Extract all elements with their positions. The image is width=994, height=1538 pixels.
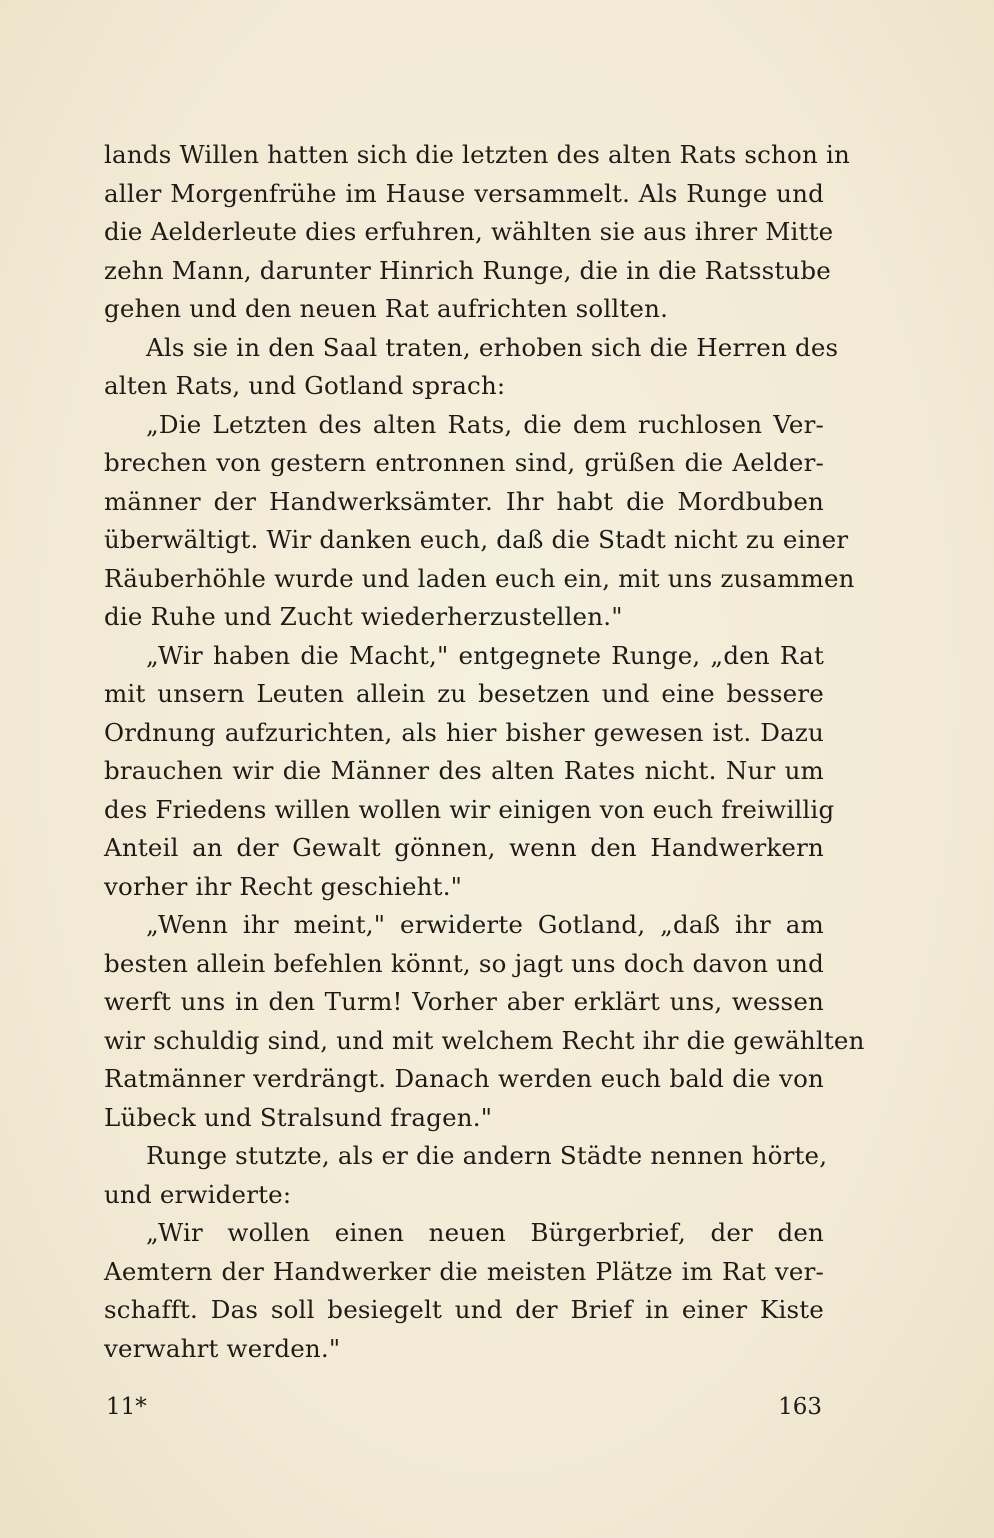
text-line: überwältigt. Wir danken euch, daß die Stadt nicht zu einer	[104, 525, 849, 554]
text-line: „Wir wollen einen neuen Bürgerbrief, der den	[146, 1218, 824, 1247]
text-line: brechen von gestern entronnen sind, grüßen die Aelder-	[104, 448, 824, 477]
text-line: die Ruhe und Zucht wiederherzustellen."	[104, 602, 623, 631]
text-line: „Wenn ihr meint," erwiderte Gotland, „daß ihr am	[146, 910, 824, 939]
text-line: und erwiderte:	[104, 1179, 292, 1209]
text-line: vorher ihr Recht geschieht."	[104, 871, 463, 901]
page-number: 163	[778, 1394, 822, 1420]
text-line: zehn Mann, darunter Hinrich Runge, die in die Ratsstube	[104, 255, 831, 285]
text-line: die Aelderleute dies erfuhren, wählten sie aus ihrer Mitte	[104, 217, 834, 246]
text-line: aller Morgenfrühe im Hause versammelt. Als Runge und	[104, 178, 824, 208]
text-line: Anteil an der Gewalt gönnen, wenn den Handwerkern	[104, 833, 824, 862]
text-line: werft uns in den Turm! Vorher aber erklärt uns, wessen	[104, 987, 824, 1016]
text-line: Räuberhöhle wurde und laden euch ein, mit uns zusammen	[104, 563, 855, 593]
text-line: besten allein befehlen könnt, so jagt uns doch davon und	[104, 948, 825, 978]
text-line: schafft. Das soll besiegelt und der Brief in einer Kiste	[104, 1295, 824, 1324]
text-line: alten Rats, und Gotland sprach:	[104, 371, 506, 400]
text-line: lands Willen hatten sich die letzten des alten Rats schon in	[104, 140, 850, 169]
text-line: wir schuldig sind, und mit welchem Recht ihr die gewählten	[104, 1025, 865, 1055]
text-line: Lübeck und Stralsund fragen."	[104, 1102, 493, 1132]
text-line: mit unsern Leuten allein zu besetzen und eine bessere	[104, 679, 824, 708]
text-line: brauchen wir die Männer des alten Rates nicht. Nur um	[104, 756, 824, 785]
text-line: des Friedens willen wollen wir einigen von euch freiwillig	[104, 794, 835, 824]
text-line: verwahrt werden."	[104, 1333, 341, 1363]
text-line: „Die Letzten des alten Rats, die dem ruchlosen Ver-	[146, 409, 824, 439]
text-line: gehen und den neuen Rat aufrichten sollten.	[104, 294, 669, 323]
body-text	[104, 136, 865, 1368]
text-line: Ordnung aufzurichten, als hier bisher gewesen ist. Dazu	[104, 717, 824, 747]
text-line: Ratmänner verdrängt. Danach werden euch bald die von	[104, 1064, 824, 1093]
text-line: Als sie in den Saal traten, erhoben sich die Herren des	[146, 332, 839, 362]
text-line: männer der Handwerksämter. Ihr habt die Mordbuben	[104, 486, 824, 516]
signature-mark: 11*	[106, 1394, 147, 1420]
text-line: Runge stutzte, als er die andern Städte nennen hörte,	[146, 1141, 828, 1170]
text-line: Aemtern der Handwerker die meisten Plätze im Rat ver-	[104, 1256, 824, 1286]
text-line: „Wir haben die Macht," entgegnete Runge, „den Rat	[146, 640, 824, 670]
